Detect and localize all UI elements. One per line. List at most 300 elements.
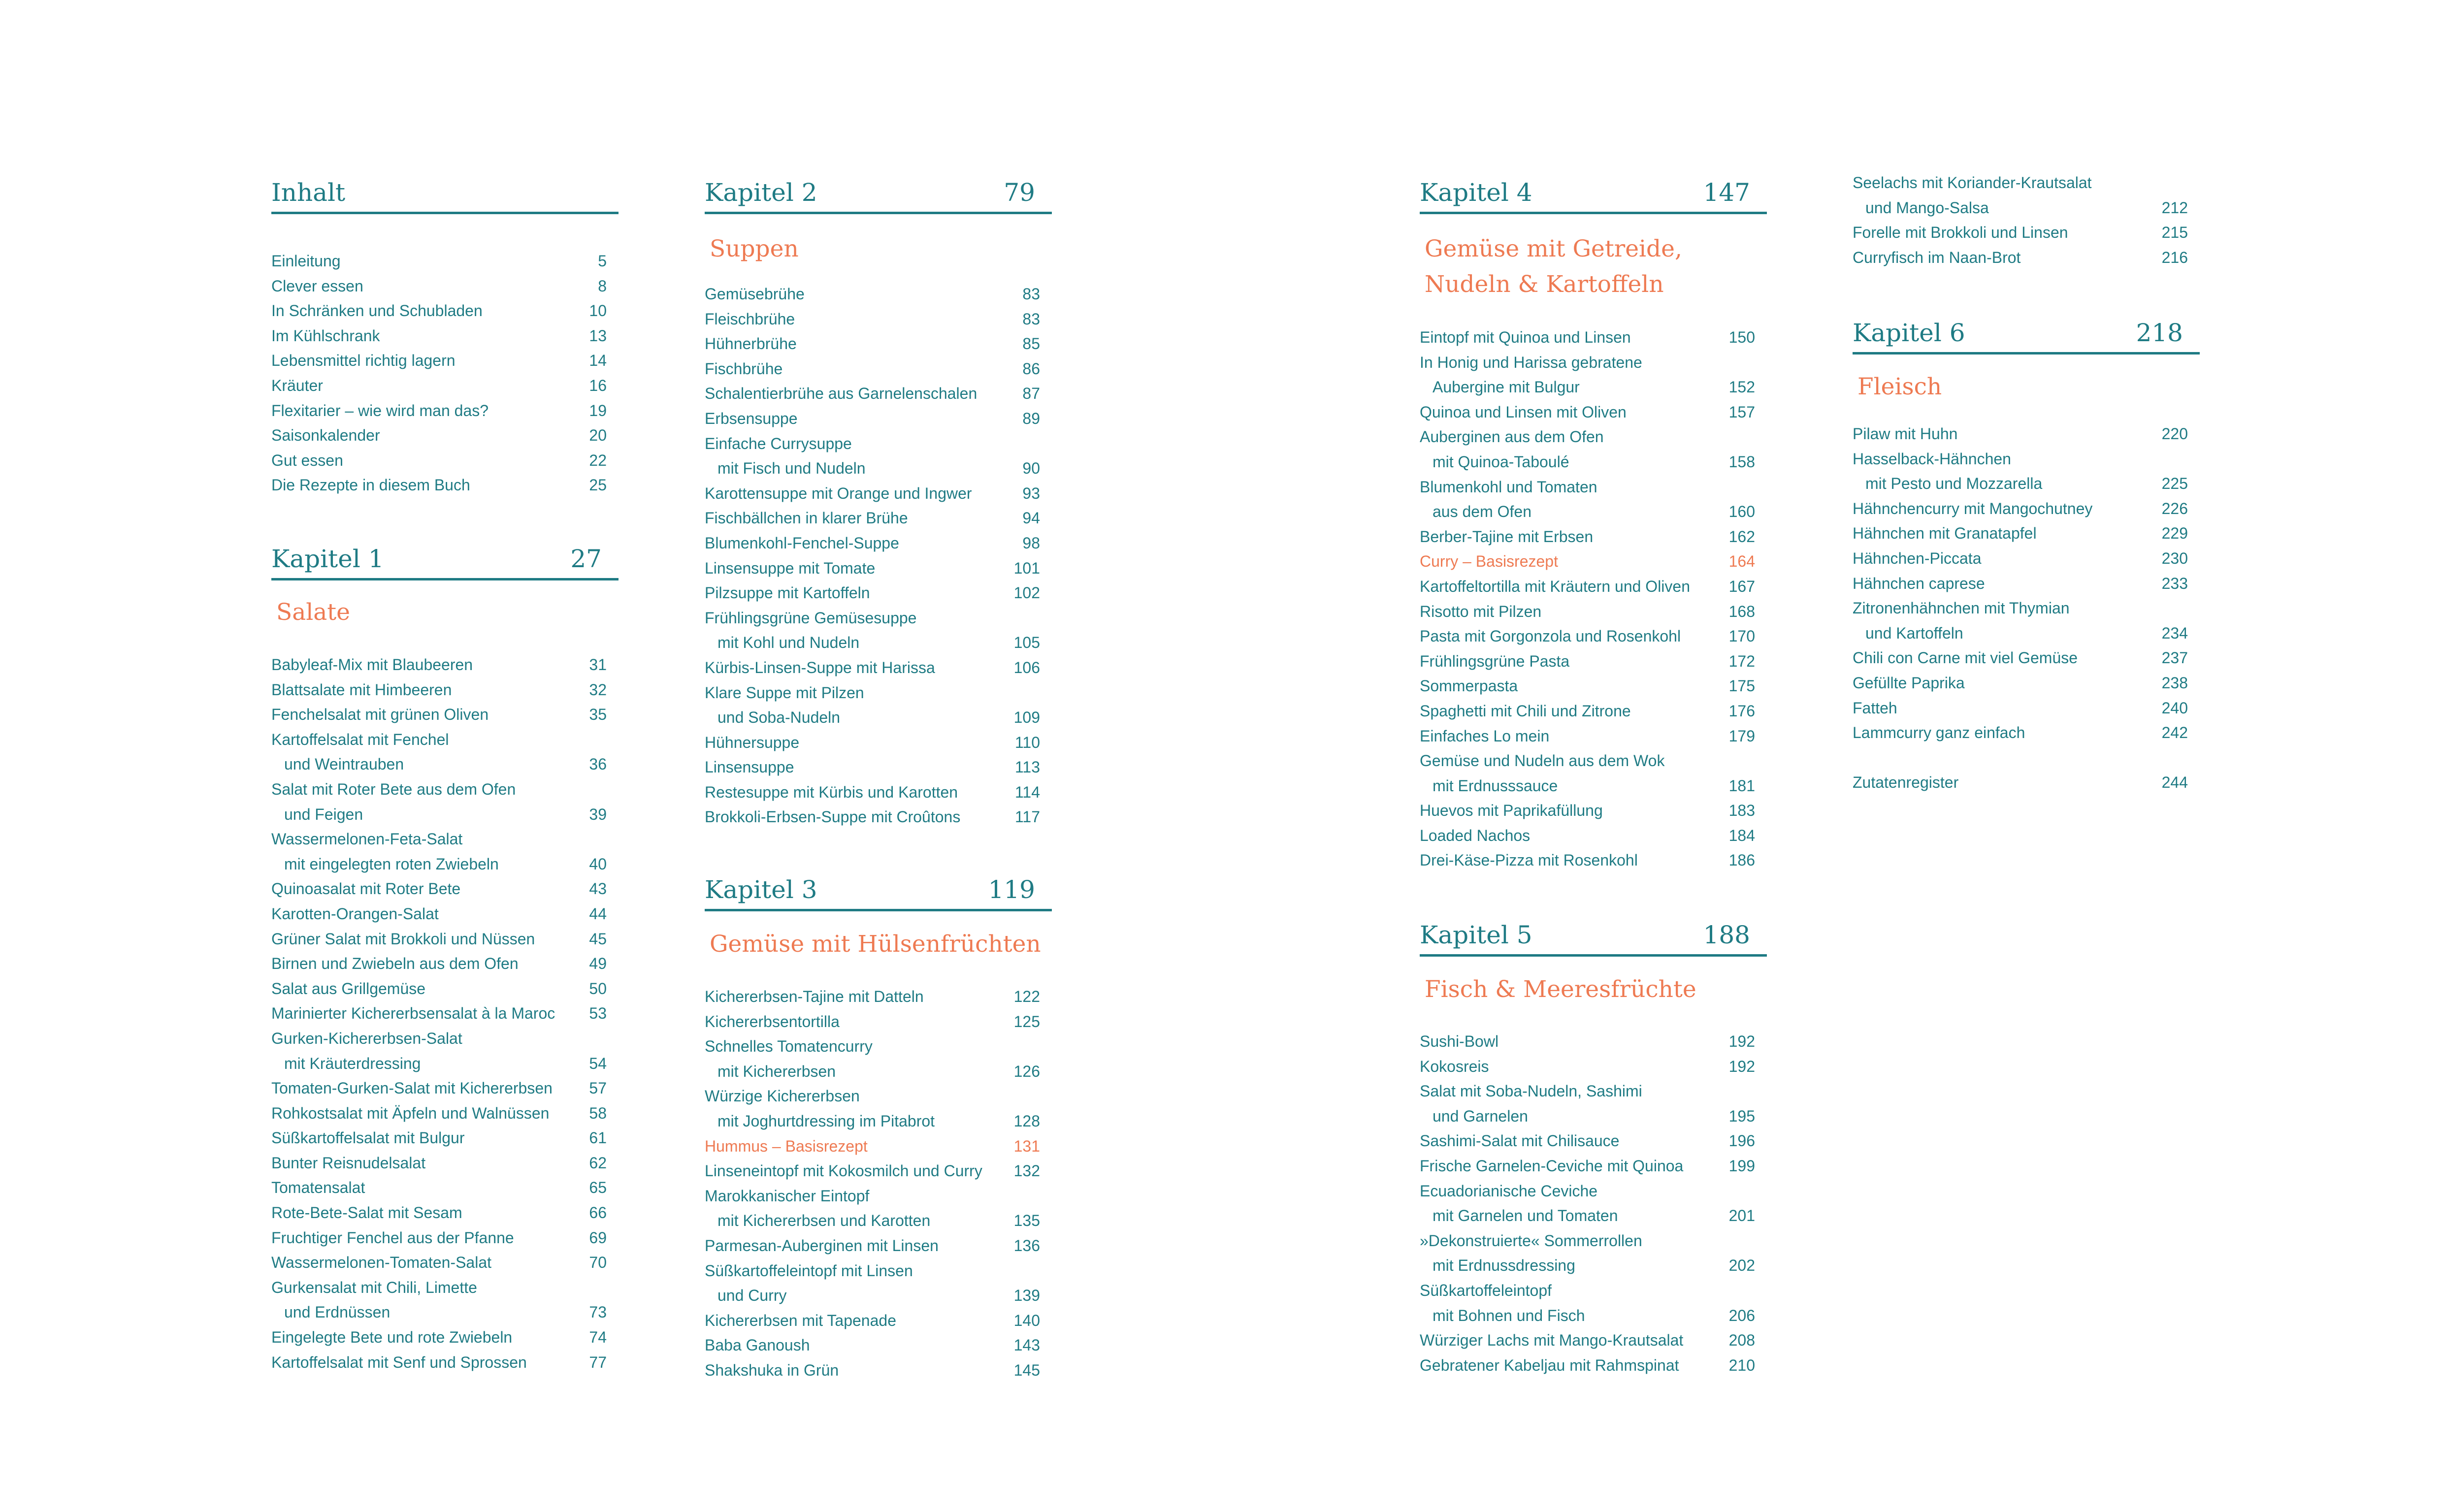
- entry-page-number: 54: [589, 1054, 607, 1072]
- toc-entry[interactable]: [1420, 375, 1767, 400]
- entry-title: Fatteh: [1853, 699, 1897, 717]
- entry-page-number: 105: [1013, 634, 1040, 652]
- entry-title: Hasselback-Hähnchen: [1853, 450, 2011, 468]
- toc-entry[interactable]: [271, 852, 619, 877]
- chapter-title: Kapitel 2: [705, 178, 817, 207]
- entry-page-number: 32: [589, 680, 607, 699]
- toc-entry[interactable]: [705, 481, 1052, 506]
- toc-entry[interactable]: [1420, 475, 1767, 500]
- entry-title: Frühlingsgrüne Gemüsesuppe: [705, 609, 917, 627]
- toc-entry[interactable]: [271, 1101, 619, 1126]
- toc-entry[interactable]: [705, 1184, 1052, 1209]
- entry-page-number: 126: [1013, 1062, 1040, 1080]
- toc-entry[interactable]: [271, 473, 619, 498]
- toc-entry[interactable]: [1853, 521, 2200, 546]
- toc-entry[interactable]: [271, 1175, 619, 1200]
- entry-title: Huevos mit Paprikafüllung: [1420, 802, 1603, 820]
- entry-title: Pilaw mit Huhn: [1853, 425, 1958, 443]
- toc-entry[interactable]: [705, 456, 1052, 481]
- toc-entry[interactable]: [271, 1076, 619, 1101]
- entry-page-number: 74: [589, 1328, 607, 1347]
- entry-title: Zitronenhähnchen mit Thymian: [1853, 599, 2070, 617]
- entry-title: Grüner Salat mit Brokkoli und Nüssen: [271, 930, 535, 948]
- entry-page-number: 220: [2161, 425, 2188, 443]
- entry-page-number: 113: [1014, 758, 1040, 776]
- toc-entry[interactable]: [705, 431, 1052, 456]
- entry-title: Einfache Currysuppe: [705, 434, 852, 452]
- toc-entry[interactable]: [705, 1059, 1052, 1084]
- entry-title: Salat aus Grillgemüse: [271, 979, 426, 997]
- entry-title: Karottensuppe mit Orange und Ingwer: [705, 484, 972, 502]
- entry-page-number: 57: [589, 1079, 607, 1097]
- entry-page-number: 70: [589, 1254, 607, 1272]
- entry-title: Blattsalate mit Himbeeren: [271, 680, 452, 699]
- entry-title: aus dem Ofen: [1433, 503, 1531, 521]
- toc-entry[interactable]: [705, 1283, 1052, 1308]
- entry-page-number: 93: [1022, 484, 1040, 502]
- toc-entry[interactable]: [705, 1233, 1052, 1258]
- toc-entry[interactable]: [271, 274, 619, 299]
- toc-entry[interactable]: [1420, 674, 1767, 699]
- entry-title: Linseneintopf mit Kokosmilch und Curry: [705, 1162, 982, 1180]
- entry-title: Blumenkohl und Tomaten: [1420, 478, 1597, 496]
- toc-entry[interactable]: [705, 804, 1052, 830]
- toc-entry[interactable]: [271, 702, 619, 727]
- toc-entry[interactable]: [271, 323, 619, 349]
- toc-entry[interactable]: [705, 780, 1052, 805]
- entry-title: Clever essen: [271, 277, 363, 295]
- toc-entry[interactable]: [1420, 748, 1767, 773]
- entry-page-number: 16: [589, 376, 607, 394]
- toc-entry[interactable]: [271, 1200, 619, 1225]
- toc-entry[interactable]: [1420, 1328, 1767, 1353]
- entry-page-number: 184: [1728, 826, 1755, 844]
- toc-entry[interactable]: [705, 1034, 1052, 1059]
- entry-title: mit Kichererbsen: [717, 1062, 836, 1080]
- toc-entry[interactable]: [271, 249, 619, 274]
- toc-entry[interactable]: [271, 777, 619, 802]
- toc-entry[interactable]: [705, 556, 1052, 581]
- chapter-subtitle: Fisch & Meeresfrüchte: [1425, 976, 1696, 1003]
- entry-title: Sushi-Bowl: [1420, 1032, 1499, 1050]
- toc-entry[interactable]: [705, 606, 1052, 631]
- entry-title: Kartoffelsalat mit Senf und Sprossen: [271, 1353, 527, 1371]
- toc-entry[interactable]: [1853, 671, 2200, 696]
- entry-page-number: 237: [2161, 649, 2188, 667]
- entry-page-number: 83: [1022, 310, 1040, 328]
- chapter-title: Kapitel 4: [1420, 178, 1532, 207]
- toc-entry[interactable]: [705, 356, 1052, 382]
- toc-entry[interactable]: [1853, 621, 2200, 646]
- chapter-title: Kapitel 6: [1853, 319, 1965, 347]
- entry-title: Süßkartoffeleintopf: [1420, 1281, 1552, 1299]
- entry-title: mit Erdnusssauce: [1433, 776, 1558, 795]
- inhalt-entries: [271, 249, 619, 498]
- entry-page-number: 136: [1013, 1236, 1040, 1255]
- entry-page-number: 85: [1022, 335, 1040, 353]
- toc-entry[interactable]: [705, 1134, 1052, 1159]
- entry-page-number: 225: [2161, 475, 2188, 493]
- entry-title: Hühnerbrühe: [705, 335, 797, 353]
- entry-title: Eingelegte Bete und rote Zwiebeln: [271, 1328, 513, 1347]
- entry-page-number: 168: [1728, 602, 1755, 620]
- toc-entry[interactable]: [1420, 325, 1767, 350]
- entry-page-number: 101: [1013, 559, 1040, 577]
- toc-entry[interactable]: [1420, 1253, 1767, 1278]
- entry-page-number: 215: [2161, 224, 2188, 242]
- entry-page-number: 109: [1013, 708, 1040, 727]
- entry-title: Baba Ganoush: [705, 1336, 810, 1354]
- toc-entry[interactable]: [271, 1026, 619, 1051]
- entry-page-number: 230: [2161, 549, 2188, 567]
- entry-page-number: 208: [1728, 1331, 1755, 1350]
- entry-title: Risotto mit Pilzen: [1420, 602, 1542, 620]
- entry-page-number: 106: [1013, 658, 1040, 676]
- toc-entry[interactable]: [1420, 724, 1767, 749]
- toc-entry[interactable]: [271, 1001, 619, 1026]
- toc-entry[interactable]: [1853, 770, 2200, 795]
- entry-page-number: 164: [1728, 552, 1755, 571]
- entry-page-number: 196: [1728, 1132, 1755, 1150]
- entry-page-number: 206: [1728, 1306, 1755, 1324]
- entry-page-number: 179: [1728, 727, 1755, 745]
- toc-entry[interactable]: [271, 448, 619, 473]
- toc-entry[interactable]: [705, 730, 1052, 755]
- entry-title: Im Kühlschrank: [271, 326, 380, 345]
- toc-entry[interactable]: [1853, 195, 2200, 221]
- toc-entry[interactable]: [271, 1225, 619, 1251]
- toc-entry[interactable]: [705, 580, 1052, 606]
- toc-entry[interactable]: [1420, 499, 1767, 524]
- toc-entry[interactable]: [1420, 424, 1767, 450]
- toc-entry[interactable]: [705, 1258, 1052, 1284]
- toc-entry[interactable]: [1420, 798, 1767, 823]
- chapter-subtitle: Salate: [276, 599, 350, 626]
- toc-entry[interactable]: [271, 423, 619, 448]
- toc-entry[interactable]: [1420, 624, 1767, 649]
- entry-title: Klare Suppe mit Pilzen: [705, 683, 864, 702]
- entry-title: Blumenkohl-Fenchel-Suppe: [705, 534, 899, 552]
- toc-entry[interactable]: [1420, 1228, 1767, 1254]
- entry-page-number: 229: [2161, 524, 2188, 543]
- entry-title: Frische Garnelen-Ceviche mit Quinoa: [1420, 1157, 1684, 1175]
- entry-page-number: 49: [589, 955, 607, 973]
- toc-entry[interactable]: [271, 1126, 619, 1151]
- toc-entry[interactable]: [271, 1051, 619, 1076]
- toc-entry[interactable]: [705, 531, 1052, 556]
- entry-title: Tomaten-Gurken-Salat mit Kichererbsen: [271, 1079, 553, 1097]
- toc-entry[interactable]: [1853, 471, 2200, 496]
- entry-title: mit Pesto und Mozzarella: [1865, 475, 2043, 493]
- toc-entry[interactable]: [705, 282, 1052, 307]
- entry-title: Loaded Nachos: [1420, 826, 1531, 844]
- toc-entry[interactable]: [1853, 421, 2200, 447]
- entry-page-number: 170: [1728, 627, 1755, 645]
- entry-page-number: 201: [1728, 1207, 1755, 1225]
- kapitel-2-header: [705, 162, 1052, 214]
- entry-title: Würzige Kichererbsen: [705, 1087, 860, 1105]
- toc-entry[interactable]: [271, 373, 619, 398]
- toc-entry[interactable]: [271, 802, 619, 827]
- toc-entry[interactable]: [271, 727, 619, 752]
- entry-title: und Soba-Nudeln: [717, 708, 841, 727]
- toc-entry[interactable]: [705, 705, 1052, 730]
- toc-entry[interactable]: [1420, 649, 1767, 674]
- entry-page-number: 31: [589, 656, 607, 674]
- entry-title: Birnen und Zwiebeln aus dem Ofen: [271, 955, 519, 973]
- toc-entry[interactable]: [271, 1275, 619, 1300]
- toc-entry[interactable]: [705, 680, 1052, 706]
- entry-title: Würziger Lachs mit Mango-Krautsalat: [1420, 1331, 1684, 1350]
- entry-page-number: 238: [2161, 674, 2188, 692]
- toc-entry[interactable]: [1420, 773, 1767, 799]
- entry-page-number: 157: [1728, 403, 1755, 421]
- entry-title: Bunter Reisnudelsalat: [271, 1154, 426, 1172]
- toc-entry[interactable]: [705, 1358, 1052, 1383]
- entry-title: Flexitarier – wie wird man das?: [271, 401, 489, 419]
- toc-entry[interactable]: [705, 755, 1052, 780]
- toc-entry[interactable]: [1853, 571, 2200, 596]
- toc-entry[interactable]: [271, 827, 619, 852]
- toc-entry[interactable]: [1853, 220, 2200, 245]
- toc-entry[interactable]: [1420, 400, 1767, 425]
- entry-page-number: 43: [589, 880, 607, 898]
- entry-page-number: 39: [589, 805, 607, 823]
- entry-page-number: 5: [598, 252, 607, 270]
- entry-title: Gemüse und Nudeln aus dem Wok: [1420, 752, 1665, 770]
- toc-entry[interactable]: [271, 398, 619, 423]
- entry-page-number: 62: [589, 1154, 607, 1172]
- toc-entry[interactable]: [705, 1208, 1052, 1233]
- toc-entry[interactable]: [1420, 848, 1767, 873]
- entry-page-number: 40: [589, 855, 607, 873]
- entry-page-number: 244: [2161, 773, 2188, 791]
- toc-entry[interactable]: [705, 630, 1052, 655]
- entry-title: Schnelles Tomatencurry: [705, 1037, 873, 1056]
- toc-entry[interactable]: [1853, 170, 2200, 195]
- entry-title: und Mango-Salsa: [1865, 198, 1989, 217]
- kapitel-2-entries: [705, 282, 1052, 830]
- toc-entry[interactable]: [271, 927, 619, 952]
- toc-entry[interactable]: [271, 348, 619, 373]
- toc-entry[interactable]: [271, 652, 619, 677]
- entry-title: In Honig und Harissa gebratene: [1420, 353, 1642, 371]
- entry-title: Aubergine mit Bulgur: [1433, 378, 1580, 396]
- toc-entry[interactable]: [705, 655, 1052, 680]
- kapitel-3-header: [705, 860, 1052, 911]
- toc-entry[interactable]: [271, 876, 619, 901]
- toc-entry[interactable]: [1420, 549, 1767, 574]
- entry-page-number: 20: [589, 426, 607, 445]
- toc-entry[interactable]: [271, 1300, 619, 1325]
- entry-title: Schalentierbrühe aus Garnelenschalen: [705, 385, 977, 403]
- toc-entry[interactable]: [1420, 1029, 1767, 1054]
- entry-title: mit Kohl und Nudeln: [717, 634, 860, 652]
- toc-entry[interactable]: [271, 677, 619, 703]
- entry-page-number: 128: [1013, 1112, 1040, 1130]
- toc-entry[interactable]: [271, 976, 619, 1001]
- entry-title: Hähnchencurry mit Mangochutney: [1853, 499, 2093, 517]
- entry-title: Gebratener Kabeljau mit Rahmspinat: [1420, 1356, 1679, 1374]
- entry-page-number: 140: [1013, 1311, 1040, 1329]
- toc-entry[interactable]: [271, 901, 619, 927]
- toc-entry[interactable]: [1420, 1054, 1767, 1079]
- toc-entry[interactable]: [1853, 645, 2200, 671]
- toc-entry[interactable]: [1420, 1203, 1767, 1228]
- kapitel-6-entries: [1853, 421, 2200, 795]
- toc-entry[interactable]: [705, 984, 1052, 1009]
- entry-title: Süßkartoffeleintopf mit Linsen: [705, 1261, 913, 1280]
- entry-title: mit Fisch und Nudeln: [717, 459, 866, 478]
- toc-entry[interactable]: [1853, 596, 2200, 621]
- entry-page-number: 202: [1728, 1256, 1755, 1275]
- entry-page-number: 162: [1728, 527, 1755, 546]
- entry-title: und Weintrauben: [284, 755, 404, 773]
- toc-entry[interactable]: [705, 1009, 1052, 1034]
- toc-entry[interactable]: [1420, 1179, 1767, 1204]
- inhalt-header: [271, 162, 619, 214]
- entry-page-number: 86: [1022, 359, 1040, 378]
- toc-entry[interactable]: [1853, 245, 2200, 270]
- entry-title: Karotten-Orangen-Salat: [271, 904, 439, 923]
- toc-entry[interactable]: [705, 1308, 1052, 1333]
- toc-entry[interactable]: [1420, 699, 1767, 724]
- entry-title: Sommerpasta: [1420, 677, 1518, 695]
- entry-title: mit Kräuterdressing: [284, 1054, 421, 1072]
- toc-entry[interactable]: [705, 406, 1052, 431]
- toc-entry[interactable]: [705, 1109, 1052, 1134]
- toc-entry[interactable]: [1420, 1079, 1767, 1104]
- entry-title: und Kartoffeln: [1865, 624, 1963, 642]
- entry-page-number: 35: [589, 706, 607, 724]
- toc-entry[interactable]: [705, 307, 1052, 332]
- kapitel-5-entries: [1420, 1029, 1767, 1378]
- toc-entry[interactable]: [1420, 1303, 1767, 1328]
- entry-page-number: 83: [1022, 285, 1040, 303]
- toc-entry[interactable]: [1420, 599, 1767, 624]
- entry-page-number: 36: [589, 755, 607, 773]
- toc-entry[interactable]: [1420, 1128, 1767, 1154]
- chapter-page: 79: [1004, 178, 1035, 207]
- chapter-title: Kapitel 1: [271, 545, 384, 573]
- entry-title: Kichererbsen-Tajine mit Datteln: [705, 988, 924, 1005]
- entry-title: Kartoffeltortilla mit Kräutern und Oliven: [1420, 577, 1690, 595]
- entry-page-number: 58: [589, 1104, 607, 1122]
- toc-entry[interactable]: [1853, 546, 2200, 571]
- entry-title: Seelachs mit Koriander-Krautsalat: [1853, 174, 2092, 192]
- entry-page-number: 143: [1013, 1336, 1040, 1354]
- toc-entry[interactable]: [1420, 524, 1767, 549]
- toc-entry[interactable]: [1853, 496, 2200, 521]
- entry-title: Linsensuppe: [705, 758, 794, 776]
- toc-entry[interactable]: [271, 1151, 619, 1176]
- entry-page-number: 175: [1728, 677, 1755, 695]
- toc-entry[interactable]: [705, 1333, 1052, 1358]
- entry-title: Fischbrühe: [705, 359, 783, 378]
- entry-page-number: 73: [589, 1303, 607, 1321]
- toc-entry[interactable]: [1420, 1353, 1767, 1378]
- toc-entry[interactable]: [271, 298, 619, 323]
- entry-title: In Schränken und Schubladen: [271, 302, 483, 320]
- toc-entry[interactable]: [705, 506, 1052, 531]
- chapter-page: 188: [1703, 921, 1750, 949]
- toc-entry[interactable]: [1420, 574, 1767, 599]
- toc-entry[interactable]: [271, 1250, 619, 1275]
- entry-title: Gurken-Kichererbsen-Salat: [271, 1029, 462, 1047]
- entry-page-number: 69: [589, 1228, 607, 1247]
- entry-page-number: 117: [1014, 808, 1040, 826]
- toc-entry[interactable]: [705, 1158, 1052, 1184]
- toc-entry[interactable]: [1420, 1154, 1767, 1179]
- entry-page-number: 22: [589, 451, 607, 469]
- entry-title: Marinierter Kichererbsensalat à la Maroc: [271, 1004, 555, 1023]
- entry-title: Rohkostsalat mit Äpfeln und Walnüssen: [271, 1104, 550, 1122]
- entry-page-number: 167: [1728, 577, 1755, 595]
- chapter-subtitle: Suppen: [710, 235, 799, 262]
- entry-page-number: 139: [1013, 1287, 1040, 1305]
- toc-entry[interactable]: [1853, 720, 2200, 745]
- toc-entry[interactable]: [1853, 696, 2200, 721]
- toc-entry[interactable]: [1420, 450, 1767, 475]
- entry-title: Parmesan-Auberginen mit Linsen: [705, 1236, 939, 1255]
- entry-title: Wassermelonen-Feta-Salat: [271, 830, 463, 848]
- toc-entry[interactable]: [1853, 447, 2200, 472]
- chapter-subtitle: Gemüse mit Getreide, Nudeln & Kartoffeln: [1425, 235, 1682, 298]
- entry-page-number: 90: [1022, 459, 1040, 478]
- entry-title: Eintopf mit Quinoa und Linsen: [1420, 328, 1631, 346]
- entry-title: »Dekonstruierte« Sommerrollen: [1420, 1231, 1642, 1250]
- toc-entry[interactable]: [1420, 1278, 1767, 1303]
- entry-title: Gut essen: [271, 451, 343, 469]
- toc-entry[interactable]: [271, 1325, 619, 1350]
- toc-entry[interactable]: [1420, 1104, 1767, 1129]
- chapter-page: 119: [988, 875, 1035, 904]
- entry-title: Restesuppe mit Kürbis und Karotten: [705, 783, 958, 801]
- toc-entry[interactable]: [271, 752, 619, 777]
- toc-entry[interactable]: [705, 331, 1052, 356]
- chapter-page: 218: [2136, 319, 2183, 347]
- entry-title: Fruchtiger Fenchel aus der Pfanne: [271, 1228, 514, 1247]
- section-title: Inhalt: [271, 178, 346, 207]
- toc-entry[interactable]: [705, 381, 1052, 406]
- toc-entry[interactable]: [1420, 350, 1767, 375]
- entry-page-number: 199: [1728, 1157, 1755, 1175]
- chapter-page: 147: [1703, 178, 1750, 207]
- entry-page-number: 226: [2161, 499, 2188, 517]
- entry-page-number: 160: [1728, 503, 1755, 521]
- entry-title: Hähnchen mit Granatapfel: [1853, 524, 2037, 543]
- toc-entry[interactable]: [271, 951, 619, 976]
- entry-title: Kokosreis: [1420, 1057, 1489, 1075]
- entry-title: Salat mit Roter Bete aus dem Ofen: [271, 780, 516, 798]
- entry-title: Gefüllte Paprika: [1853, 674, 1965, 692]
- chapter-title: Kapitel 5: [1420, 921, 1532, 949]
- toc-entry[interactable]: [1420, 823, 1767, 848]
- entry-title: Frühlingsgrüne Pasta: [1420, 652, 1570, 670]
- entry-page-number: 176: [1728, 702, 1755, 720]
- entry-page-number: 234: [2161, 624, 2188, 642]
- toc-entry[interactable]: [705, 1084, 1052, 1109]
- entry-title: Zutatenregister: [1853, 773, 1959, 791]
- toc-entry[interactable]: [271, 1350, 619, 1375]
- entry-title: Gemüsebrühe: [705, 285, 805, 303]
- entry-title: Babyleaf-Mix mit Blaubeeren: [271, 656, 473, 674]
- chapter-subtitle: Fleisch: [1857, 373, 1942, 400]
- entry-title: Rote-Bete-Salat mit Sesam: [271, 1204, 462, 1222]
- entry-title: Auberginen aus dem Ofen: [1420, 428, 1604, 446]
- entry-title: Ecuadorianische Ceviche: [1420, 1182, 1598, 1200]
- entry-page-number: 61: [589, 1129, 607, 1147]
